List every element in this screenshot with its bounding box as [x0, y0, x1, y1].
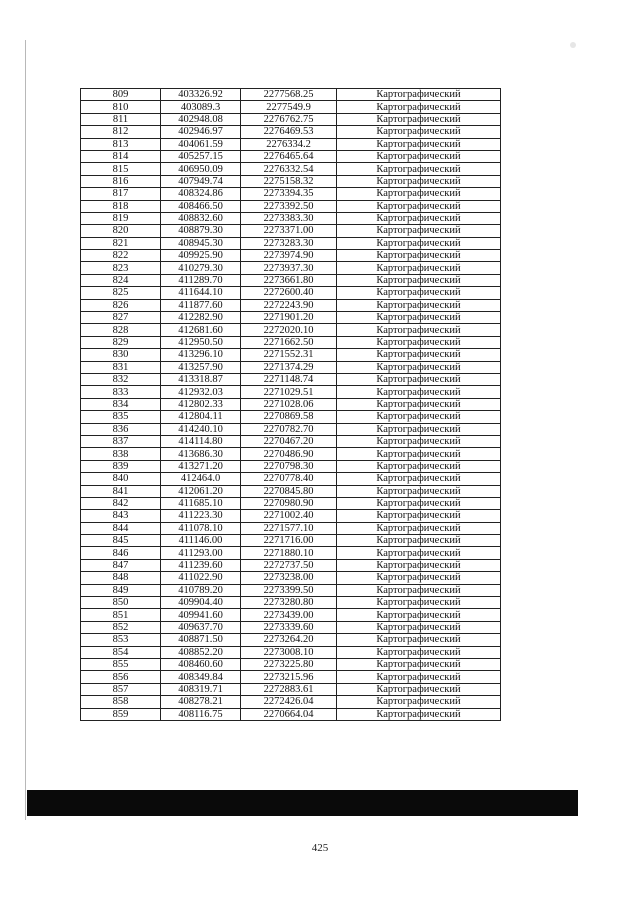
x-coordinate-cell: 410789.20: [161, 584, 241, 596]
y-coordinate-cell: 2270664.04: [241, 708, 337, 720]
y-coordinate-cell: 2272600.40: [241, 287, 337, 299]
x-coordinate-cell: 408460.60: [161, 658, 241, 670]
x-coordinate-cell: 403089.3: [161, 101, 241, 113]
x-coordinate-cell: 405257.15: [161, 150, 241, 162]
y-coordinate-cell: 2273394.35: [241, 188, 337, 200]
scan-artifact: [570, 42, 576, 48]
point-number-cell: 815: [81, 163, 161, 175]
table-row: [81, 435, 501, 447]
source-method-cell: Картографический: [337, 435, 501, 447]
x-coordinate-cell: 411022.90: [161, 572, 241, 584]
y-coordinate-cell: 2273399.50: [241, 584, 337, 596]
point-number-cell: 847: [81, 559, 161, 571]
x-coordinate-cell: 411239.60: [161, 559, 241, 571]
x-coordinate-cell: 409637.70: [161, 621, 241, 633]
table-row: [81, 572, 501, 584]
table-row: [81, 696, 501, 708]
point-number-cell: 811: [81, 113, 161, 125]
x-coordinate-cell: 412804.11: [161, 411, 241, 423]
source-method-cell: Картографический: [337, 312, 501, 324]
point-number-cell: 841: [81, 485, 161, 497]
source-method-cell: Картографический: [337, 324, 501, 336]
x-coordinate-cell: 413257.90: [161, 361, 241, 373]
table-row: [81, 250, 501, 262]
x-coordinate-cell: 408278.21: [161, 696, 241, 708]
y-coordinate-cell: 2271662.50: [241, 336, 337, 348]
coordinates-table-body: [81, 89, 501, 721]
x-coordinate-cell: 404061.59: [161, 138, 241, 150]
table-row: [81, 212, 501, 224]
source-method-cell: Картографический: [337, 485, 501, 497]
point-number-cell: 816: [81, 175, 161, 187]
table-row: [81, 126, 501, 138]
source-method-cell: Картографический: [337, 411, 501, 423]
table-row: [81, 237, 501, 249]
y-coordinate-cell: 2277568.25: [241, 89, 337, 101]
y-coordinate-cell: 2271148.74: [241, 373, 337, 385]
x-coordinate-cell: 413318.87: [161, 373, 241, 385]
point-number-cell: 859: [81, 708, 161, 720]
point-number-cell: 834: [81, 398, 161, 410]
x-coordinate-cell: 411078.10: [161, 522, 241, 534]
scan-black-band: [27, 790, 578, 816]
x-coordinate-cell: 412282.90: [161, 312, 241, 324]
y-coordinate-cell: 2271716.00: [241, 535, 337, 547]
source-method-cell: Картографический: [337, 559, 501, 571]
source-method-cell: Картографический: [337, 237, 501, 249]
source-method-cell: Картографический: [337, 188, 501, 200]
point-number-cell: 835: [81, 411, 161, 423]
table-row: [81, 200, 501, 212]
y-coordinate-cell: 2272883.61: [241, 683, 337, 695]
table-row: [81, 324, 501, 336]
source-method-cell: Картографический: [337, 250, 501, 262]
source-method-cell: Картографический: [337, 423, 501, 435]
source-method-cell: Картографический: [337, 138, 501, 150]
point-number-cell: 836: [81, 423, 161, 435]
table-row: [81, 312, 501, 324]
point-number-cell: 856: [81, 671, 161, 683]
x-coordinate-cell: 409904.40: [161, 597, 241, 609]
point-number-cell: 813: [81, 138, 161, 150]
point-number-cell: 809: [81, 89, 161, 101]
source-method-cell: Картографический: [337, 621, 501, 633]
y-coordinate-cell: 2276334.2: [241, 138, 337, 150]
point-number-cell: 852: [81, 621, 161, 633]
source-method-cell: Картографический: [337, 299, 501, 311]
table-row: [81, 597, 501, 609]
y-coordinate-cell: 2271002.40: [241, 510, 337, 522]
x-coordinate-cell: 408871.50: [161, 634, 241, 646]
y-coordinate-cell: 2276469.53: [241, 126, 337, 138]
point-number-cell: 827: [81, 312, 161, 324]
point-number-cell: 821: [81, 237, 161, 249]
x-coordinate-cell: 413296.10: [161, 349, 241, 361]
point-number-cell: 843: [81, 510, 161, 522]
point-number-cell: 829: [81, 336, 161, 348]
y-coordinate-cell: 2272020.10: [241, 324, 337, 336]
source-method-cell: Картографический: [337, 671, 501, 683]
source-method-cell: Картографический: [337, 373, 501, 385]
source-method-cell: Картографический: [337, 262, 501, 274]
x-coordinate-cell: 411293.00: [161, 547, 241, 559]
x-coordinate-cell: 408324.86: [161, 188, 241, 200]
source-method-cell: Картографический: [337, 609, 501, 621]
source-method-cell: Картографический: [337, 497, 501, 509]
x-coordinate-cell: 412681.60: [161, 324, 241, 336]
point-number-cell: 825: [81, 287, 161, 299]
x-coordinate-cell: 402946.97: [161, 126, 241, 138]
table-row: [81, 621, 501, 633]
source-method-cell: Картографический: [337, 225, 501, 237]
point-number-cell: 849: [81, 584, 161, 596]
source-method-cell: Картографический: [337, 535, 501, 547]
source-method-cell: Картографический: [337, 510, 501, 522]
x-coordinate-cell: 411146.00: [161, 535, 241, 547]
x-coordinate-cell: 412061.20: [161, 485, 241, 497]
y-coordinate-cell: 2270980.90: [241, 497, 337, 509]
point-number-cell: 822: [81, 250, 161, 262]
x-coordinate-cell: 408852.20: [161, 646, 241, 658]
source-method-cell: Картографический: [337, 398, 501, 410]
point-number-cell: 854: [81, 646, 161, 658]
source-method-cell: Картографический: [337, 646, 501, 658]
table-row: [81, 547, 501, 559]
y-coordinate-cell: 2270798.30: [241, 460, 337, 472]
table-row: [81, 584, 501, 596]
table-row: [81, 150, 501, 162]
source-method-cell: Картографический: [337, 150, 501, 162]
table-row: [81, 274, 501, 286]
y-coordinate-cell: 2273215.96: [241, 671, 337, 683]
point-number-cell: 855: [81, 658, 161, 670]
point-number-cell: 837: [81, 435, 161, 447]
x-coordinate-cell: 411685.10: [161, 497, 241, 509]
source-method-cell: Картографический: [337, 113, 501, 125]
point-number-cell: 846: [81, 547, 161, 559]
x-coordinate-cell: 408832.60: [161, 212, 241, 224]
y-coordinate-cell: 2273392.50: [241, 200, 337, 212]
point-number-cell: 826: [81, 299, 161, 311]
point-number-cell: 830: [81, 349, 161, 361]
source-method-cell: Картографический: [337, 547, 501, 559]
table-row: [81, 113, 501, 125]
table-row: [81, 262, 501, 274]
source-method-cell: Картографический: [337, 89, 501, 101]
source-method-cell: Картографический: [337, 386, 501, 398]
y-coordinate-cell: 2271577.10: [241, 522, 337, 534]
table-row: [81, 361, 501, 373]
source-method-cell: Картографический: [337, 634, 501, 646]
table-row: [81, 101, 501, 113]
source-method-cell: Картографический: [337, 522, 501, 534]
y-coordinate-cell: 2272737.50: [241, 559, 337, 571]
x-coordinate-cell: 414240.10: [161, 423, 241, 435]
source-method-cell: Картографический: [337, 473, 501, 485]
table-row: [81, 708, 501, 720]
x-coordinate-cell: 412950.50: [161, 336, 241, 348]
source-method-cell: Картографический: [337, 200, 501, 212]
y-coordinate-cell: 2271029.51: [241, 386, 337, 398]
table-row: [81, 336, 501, 348]
x-coordinate-cell: 408466.50: [161, 200, 241, 212]
table-row: [81, 349, 501, 361]
table-row: [81, 646, 501, 658]
x-coordinate-cell: 412932.03: [161, 386, 241, 398]
y-coordinate-cell: 2271880.10: [241, 547, 337, 559]
y-coordinate-cell: 2273339.60: [241, 621, 337, 633]
table-row: [81, 658, 501, 670]
point-number-cell: 844: [81, 522, 161, 534]
y-coordinate-cell: 2271028.06: [241, 398, 337, 410]
table-row: [81, 460, 501, 472]
table-row: [81, 634, 501, 646]
point-number-cell: 824: [81, 274, 161, 286]
table-row: [81, 373, 501, 385]
table-row: [81, 683, 501, 695]
table-row: [81, 559, 501, 571]
source-method-cell: Картографический: [337, 175, 501, 187]
x-coordinate-cell: 413271.20: [161, 460, 241, 472]
y-coordinate-cell: 2273439.00: [241, 609, 337, 621]
y-coordinate-cell: 2276762.75: [241, 113, 337, 125]
point-number-cell: 845: [81, 535, 161, 547]
point-number-cell: 820: [81, 225, 161, 237]
point-number-cell: 858: [81, 696, 161, 708]
point-number-cell: 823: [81, 262, 161, 274]
y-coordinate-cell: 2272426.04: [241, 696, 337, 708]
table-row: [81, 138, 501, 150]
table-row: [81, 411, 501, 423]
table-row: [81, 163, 501, 175]
table-row: [81, 89, 501, 101]
source-method-cell: Картографический: [337, 101, 501, 113]
point-number-cell: 839: [81, 460, 161, 472]
table-row: [81, 485, 501, 497]
y-coordinate-cell: 2271552.31: [241, 349, 337, 361]
source-method-cell: Картографический: [337, 212, 501, 224]
table-row: [81, 423, 501, 435]
point-number-cell: 817: [81, 188, 161, 200]
coordinates-table: [80, 88, 501, 721]
page-number: 425: [311, 842, 329, 854]
x-coordinate-cell: 408116.75: [161, 708, 241, 720]
x-coordinate-cell: 412802.33: [161, 398, 241, 410]
y-coordinate-cell: 2273225.80: [241, 658, 337, 670]
source-method-cell: Картографический: [337, 349, 501, 361]
point-number-cell: 810: [81, 101, 161, 113]
y-coordinate-cell: 2272243.90: [241, 299, 337, 311]
y-coordinate-cell: 2273371.00: [241, 225, 337, 237]
y-coordinate-cell: 2273383.30: [241, 212, 337, 224]
x-coordinate-cell: 409925.90: [161, 250, 241, 262]
x-coordinate-cell: 408945.30: [161, 237, 241, 249]
source-method-cell: Картографический: [337, 274, 501, 286]
table-row: [81, 609, 501, 621]
source-method-cell: Картографический: [337, 460, 501, 472]
y-coordinate-cell: 2273937.30: [241, 262, 337, 274]
source-method-cell: Картографический: [337, 658, 501, 670]
point-number-cell: 850: [81, 597, 161, 609]
source-method-cell: Картографический: [337, 597, 501, 609]
point-number-cell: 840: [81, 473, 161, 485]
x-coordinate-cell: 402948.08: [161, 113, 241, 125]
y-coordinate-cell: 2270869.58: [241, 411, 337, 423]
y-coordinate-cell: 2271374.29: [241, 361, 337, 373]
scan-left-edge: [25, 40, 26, 820]
coordinates-table-container: [80, 88, 500, 721]
y-coordinate-cell: 2270778.40: [241, 473, 337, 485]
y-coordinate-cell: 2270845.80: [241, 485, 337, 497]
point-number-cell: 819: [81, 212, 161, 224]
table-row: [81, 188, 501, 200]
x-coordinate-cell: 406950.09: [161, 163, 241, 175]
point-number-cell: 814: [81, 150, 161, 162]
source-method-cell: Картографический: [337, 683, 501, 695]
source-method-cell: Картографический: [337, 287, 501, 299]
x-coordinate-cell: 411223.30: [161, 510, 241, 522]
table-row: [81, 671, 501, 683]
table-row: [81, 522, 501, 534]
y-coordinate-cell: 2273264.20: [241, 634, 337, 646]
source-method-cell: Картографический: [337, 448, 501, 460]
point-number-cell: 812: [81, 126, 161, 138]
source-method-cell: Картографический: [337, 708, 501, 720]
point-number-cell: 833: [81, 386, 161, 398]
table-row: [81, 497, 501, 509]
table-row: [81, 535, 501, 547]
source-method-cell: Картографический: [337, 696, 501, 708]
x-coordinate-cell: 411877.60: [161, 299, 241, 311]
point-number-cell: 818: [81, 200, 161, 212]
x-coordinate-cell: 409941.60: [161, 609, 241, 621]
y-coordinate-cell: 2273008.10: [241, 646, 337, 658]
y-coordinate-cell: 2276332.54: [241, 163, 337, 175]
x-coordinate-cell: 408349.84: [161, 671, 241, 683]
y-coordinate-cell: 2276465.64: [241, 150, 337, 162]
y-coordinate-cell: 2270467.20: [241, 435, 337, 447]
table-row: [81, 473, 501, 485]
table-row: [81, 287, 501, 299]
y-coordinate-cell: 2275158.32: [241, 175, 337, 187]
x-coordinate-cell: 408319.71: [161, 683, 241, 695]
y-coordinate-cell: 2273280.80: [241, 597, 337, 609]
point-number-cell: 857: [81, 683, 161, 695]
table-row: [81, 175, 501, 187]
source-method-cell: Картографический: [337, 361, 501, 373]
x-coordinate-cell: 403326.92: [161, 89, 241, 101]
source-method-cell: Картографический: [337, 584, 501, 596]
x-coordinate-cell: 414114.80: [161, 435, 241, 447]
y-coordinate-cell: 2270486.90: [241, 448, 337, 460]
x-coordinate-cell: 411289.70: [161, 274, 241, 286]
y-coordinate-cell: 2273661.80: [241, 274, 337, 286]
point-number-cell: 828: [81, 324, 161, 336]
y-coordinate-cell: 2273238.00: [241, 572, 337, 584]
table-row: [81, 225, 501, 237]
x-coordinate-cell: 407949.74: [161, 175, 241, 187]
x-coordinate-cell: 408879.30: [161, 225, 241, 237]
table-row: [81, 448, 501, 460]
table-row: [81, 386, 501, 398]
point-number-cell: 832: [81, 373, 161, 385]
table-row: [81, 510, 501, 522]
source-method-cell: Картографический: [337, 126, 501, 138]
x-coordinate-cell: 412464.0: [161, 473, 241, 485]
y-coordinate-cell: 2277549.9: [241, 101, 337, 113]
point-number-cell: 848: [81, 572, 161, 584]
x-coordinate-cell: 411644.10: [161, 287, 241, 299]
y-coordinate-cell: 2273283.30: [241, 237, 337, 249]
table-row: [81, 398, 501, 410]
y-coordinate-cell: 2270782.70: [241, 423, 337, 435]
point-number-cell: 851: [81, 609, 161, 621]
y-coordinate-cell: 2271901.20: [241, 312, 337, 324]
y-coordinate-cell: 2273974.90: [241, 250, 337, 262]
x-coordinate-cell: 413686.30: [161, 448, 241, 460]
source-method-cell: Картографический: [337, 572, 501, 584]
point-number-cell: 853: [81, 634, 161, 646]
x-coordinate-cell: 410279.30: [161, 262, 241, 274]
source-method-cell: Картографический: [337, 163, 501, 175]
table-row: [81, 299, 501, 311]
point-number-cell: 838: [81, 448, 161, 460]
point-number-cell: 831: [81, 361, 161, 373]
point-number-cell: 842: [81, 497, 161, 509]
source-method-cell: Картографический: [337, 336, 501, 348]
